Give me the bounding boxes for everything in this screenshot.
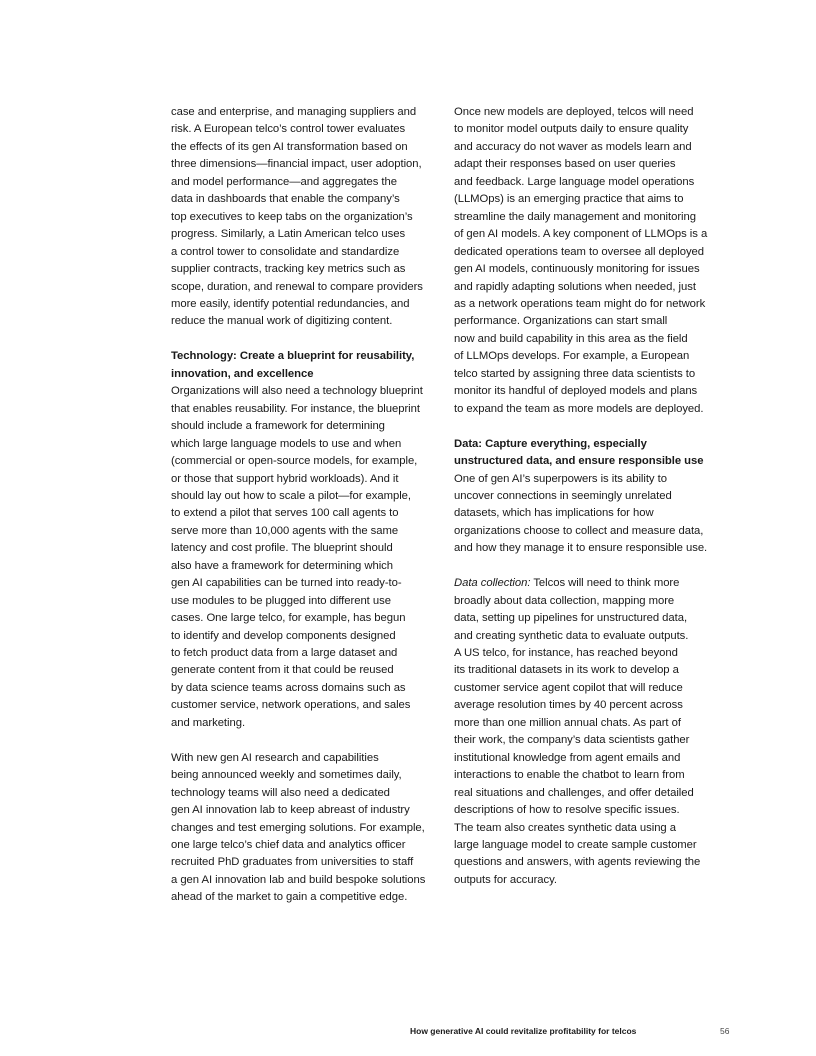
text-line: broadly about data collection, mapping more xyxy=(454,594,675,607)
text-line: dedicated operations team to oversee all deployed xyxy=(454,245,705,258)
text-line: now and build capability in this area as the field xyxy=(454,332,688,345)
text-line: by data science teams across domains such as xyxy=(171,681,406,694)
text-line: and accuracy do not waver as models learn and xyxy=(454,140,692,153)
text-line: data, setting up pipelines for unstructured data, xyxy=(454,612,688,625)
text-line: latency and cost profile. The blueprint should xyxy=(171,542,393,555)
text-line: unstructured data, and ensure responsible use xyxy=(454,455,704,468)
data-collection-first-rest: Telcos will need to think more xyxy=(530,577,680,590)
data-collection-first-line xyxy=(454,575,726,592)
text-line: or those that support hybrid workloads). And it xyxy=(171,472,399,485)
right-paragraph-2 xyxy=(454,471,726,558)
text-line: should include a framework for determining xyxy=(171,420,385,433)
data-collection-body xyxy=(454,593,726,890)
text-line: more than one million annual chats. As part of xyxy=(454,716,681,729)
text-line: the effects of its gen AI transformation based on xyxy=(171,140,408,153)
text-line: top executives to keep tabs on the organization’s xyxy=(171,210,413,223)
text-line: interactions to enable the chatbot to learn from xyxy=(454,769,685,782)
text-line: and model performance—and aggregates the xyxy=(171,175,397,188)
text-line: progress. Similarly, a Latin American telco uses xyxy=(171,228,406,241)
text-line: recruited PhD graduates from universities to staff xyxy=(171,856,414,869)
text-line: performance. Organizations can start small xyxy=(454,315,668,328)
text-line: should lay out how to scale a pilot—for example, xyxy=(171,489,411,502)
text-line: generate content from it that could be reused xyxy=(171,664,394,677)
text-line: case and enterprise, and managing suppliers and xyxy=(171,106,417,118)
text-line: of gen AI models. A key component of LLMOps is a xyxy=(454,228,708,241)
left-paragraph-3 xyxy=(171,750,443,907)
text-line: to monitor model outputs daily to ensure quality xyxy=(454,123,689,136)
text-line: as a network operations team might do for network xyxy=(454,297,706,310)
text-line: questions and answers, with agents reviewing the xyxy=(454,856,701,869)
footer-title: How generative AI could revitalize profitability for telcos xyxy=(410,1026,637,1036)
text-line: and how they manage it to ensure responsible use. xyxy=(454,542,708,555)
text-line: monitor its handful of deployed models and plans xyxy=(454,385,698,398)
text-line: uncover connections in seemingly unrelated xyxy=(454,489,672,502)
text-line: being announced weekly and sometimes daily, xyxy=(171,769,402,782)
text-line: more easily, identify potential redundancies, and xyxy=(171,297,410,310)
text-line: a control tower to consolidate and standardize xyxy=(171,245,400,258)
text-line: Organizations will also need a technology blueprint xyxy=(171,385,423,398)
text-line: customer service, network operations, and sales xyxy=(171,699,411,712)
text-line: Data: Capture everything, especially xyxy=(454,437,647,450)
text-line: changes and test emerging solutions. For example, xyxy=(171,821,425,834)
text-line: use modules to be plugged into different use xyxy=(171,594,391,607)
text-line: also have a framework for determining which xyxy=(171,559,394,572)
text-line: telco started by assigning three data scientists to xyxy=(454,367,696,380)
text-line: Once new models are deployed, telcos will need xyxy=(454,106,694,118)
text-line: to extend a pilot that serves 100 call agents to xyxy=(171,507,399,520)
text-line: gen AI capabilities can be turned into ready-to- xyxy=(171,577,402,590)
right-column xyxy=(454,104,726,889)
text-line: that enables reusability. For instance, the blueprint xyxy=(171,402,420,415)
data-heading xyxy=(454,436,726,471)
text-line: three dimensions—financial impact, user adoption, xyxy=(171,158,422,171)
text-line: The team also creates synthetic data using a xyxy=(454,821,676,834)
text-line: and marketing. xyxy=(171,716,246,729)
text-line: organizations choose to collect and measure data, xyxy=(454,524,704,537)
text-line: and creating synthetic data to evaluate outputs. xyxy=(454,629,689,642)
text-line: large language model to create sample customer xyxy=(454,839,697,851)
text-line: scope, duration, and renewal to compare providers xyxy=(171,280,423,293)
text-line: One of gen AI’s superpowers is its ability to xyxy=(454,472,667,485)
left-paragraph-1 xyxy=(171,104,443,331)
text-line: outputs for accuracy. xyxy=(454,873,557,886)
text-line: a gen AI innovation lab and build bespoke solutions xyxy=(171,873,426,886)
text-line: (commercial or open-source models, for example, xyxy=(171,455,418,468)
text-line: innovation, and excellence xyxy=(171,367,314,380)
text-line: to identify and develop components designed xyxy=(171,629,396,642)
text-line: average resolution times by 40 percent across xyxy=(454,699,683,712)
text-line: streamline the daily management and monitoring xyxy=(454,210,696,223)
left-column xyxy=(171,104,443,907)
text-line: their work, the company’s data scientists gather xyxy=(454,734,690,747)
text-line: one large telco’s chief data and analytics officer xyxy=(171,839,406,851)
text-line: With new gen AI research and capabilities xyxy=(171,751,379,764)
text-line: its traditional datasets in its work to develop a xyxy=(454,664,679,677)
right-paragraph-1 xyxy=(454,104,726,418)
text-line: ahead of the market to gain a competitive edge. xyxy=(171,891,408,904)
text-line: of LLMOps develops. For example, a European xyxy=(454,350,690,363)
text-line: reduce the manual work of digitizing content. xyxy=(171,315,393,328)
text-line: (LLMOps) is an emerging practice that aims to xyxy=(454,193,684,206)
text-line: and rapidly adapting solutions when needed, just xyxy=(454,280,696,293)
text-line: which large language models to use and when xyxy=(171,437,402,450)
text-line: adapt their responses based on user queries xyxy=(454,158,676,171)
text-line: to expand the team as more models are deployed. xyxy=(454,402,704,415)
text-line: datasets, which has implications for how xyxy=(454,507,654,520)
technology-heading xyxy=(171,348,443,383)
text-line: data in dashboards that enable the company’s xyxy=(171,193,400,206)
text-line: serve more than 10,000 agents with the same xyxy=(171,524,399,537)
text-line: Technology: Create a blueprint for reusability, xyxy=(171,350,415,363)
left-paragraph-2 xyxy=(171,383,443,732)
text-line: gen AI models, continuously monitoring for issues xyxy=(454,263,700,276)
text-line: technology teams will also need a dedicated xyxy=(171,786,390,799)
text-line: to fetch product data from a large dataset and xyxy=(171,647,398,660)
text-line: supplier contracts, tracking key metrics such as xyxy=(171,263,406,276)
text-line: institutional knowledge from agent emails and xyxy=(454,751,681,764)
text-line: and feedback. Large language model operations xyxy=(454,175,695,188)
text-line: real situations and challenges, and offer detailed xyxy=(454,786,694,799)
text-line: customer service agent copilot that will reduce xyxy=(454,681,683,694)
page-number: 56 xyxy=(720,1026,730,1036)
data-collection-lead: Data collection: xyxy=(454,577,531,590)
text-line: A US telco, for instance, has reached beyond xyxy=(454,647,678,660)
right-paragraph-3 xyxy=(454,575,726,889)
text-line: gen AI innovation lab to keep abreast of industry xyxy=(171,804,410,817)
text-line: risk. A European telco’s control tower evaluates xyxy=(171,123,406,136)
text-line: descriptions of how to resolve specific issues. xyxy=(454,804,680,817)
text-line: cases. One large telco, for example, has begun xyxy=(171,612,406,625)
